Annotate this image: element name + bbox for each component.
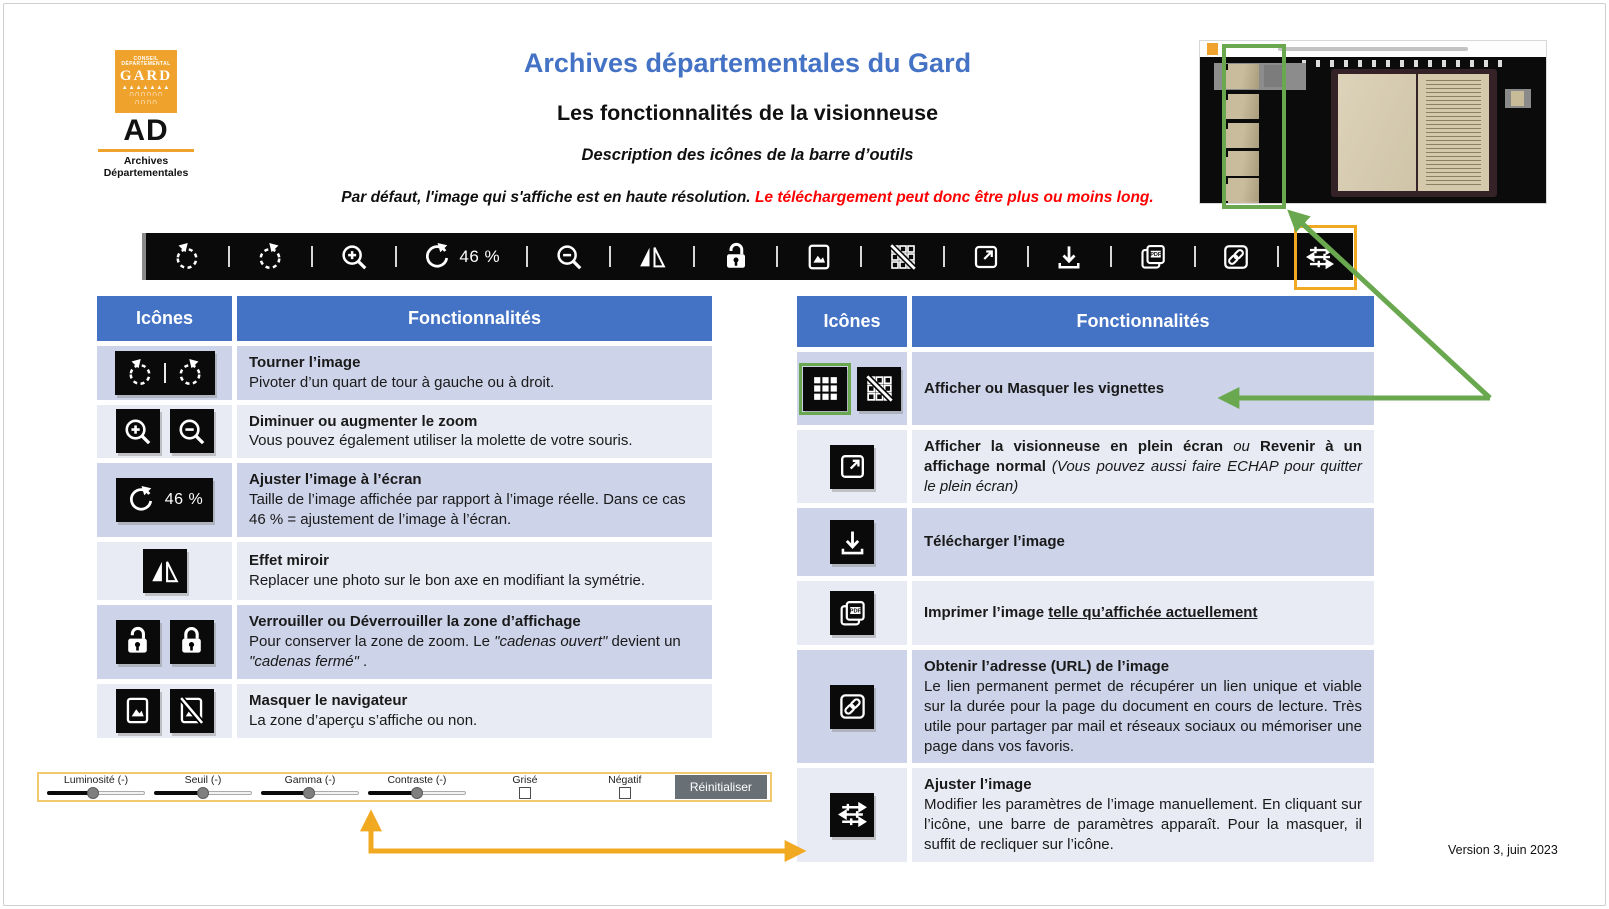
row-desc: Le lien permanent permet de récupérer un lien unique et viable sur la durée pour la page du document en cours de lecture. Très utile pour partager par mail et réseaux sociaux ou mémoriser une page dans vos favoris. (924, 678, 1362, 755)
zoom-level-label: 46 % (164, 491, 204, 509)
zoom-out-icon (170, 409, 214, 453)
navigator-off-icon (170, 689, 214, 733)
site-logo-icon (1207, 43, 1218, 55)
svg-text:PDF: PDF (1150, 251, 1162, 258)
checkbox-label: Négatif (608, 773, 642, 786)
table-row (97, 542, 712, 600)
row-desc: Pour conserver la zone de zoom. Le "cadenas ouvert" devient un "cadenas fermé" . (249, 632, 681, 670)
toolbar-separator (776, 246, 778, 267)
table-row (797, 768, 1374, 861)
left-functions-table (97, 296, 712, 743)
row-desc: Pivoter d’un quart de tour à gauche ou à droit. (249, 373, 555, 391)
slider-label: Contraste (-) (387, 773, 447, 786)
table-row (797, 581, 1374, 645)
rotate-right-icon[interactable] (255, 242, 285, 272)
row-title: Ajuster l’image (924, 776, 1032, 794)
row-desc: Modifier les paramètres de l’image manuellement. En cliquant sur l’icône, une barre de paramètres apparaît. Pour la masquer, il suffit de recliquer sur l’icône. (924, 796, 1362, 853)
fit-zoom-icon (126, 485, 156, 515)
download-icon[interactable] (1054, 242, 1084, 272)
zoom-in-icon[interactable] (339, 242, 369, 272)
rotate-left-icon (125, 358, 155, 388)
open-book-image (1331, 69, 1497, 197)
fullscreen-icon (830, 445, 874, 489)
page-title: Archives départementales du Gard (523, 48, 972, 78)
toolbar-separator (526, 246, 528, 267)
logo-org-line2: DÉPARTEMENTAL (121, 61, 171, 67)
table-row (797, 650, 1374, 763)
mirror-icon (143, 549, 187, 593)
table-row (797, 508, 1374, 576)
logo-caption: Archives Départementales (103, 155, 189, 180)
row-rich-text: Imprimer l’image telle qu’affichée actuellement (924, 604, 1258, 622)
row-title: Obtenir l’adresse (URL) de l’image (924, 658, 1170, 676)
resolution-note-black: Par défaut, l'image qui s'affiche est en haute résolution. (341, 189, 751, 206)
fit-zoom-icon-box (116, 478, 213, 522)
slider-label: Seuil (-) (184, 773, 222, 786)
aqueduct-icon: ▲▲▲▲▲▲▲ (121, 85, 171, 91)
row-title: Tourner l’image (249, 354, 361, 371)
toolbar-separator (609, 246, 611, 267)
link-icon (830, 685, 874, 729)
slider-handle[interactable] (411, 787, 423, 799)
row-desc: Vous pouvez également utiliser la molette de votre souris. (249, 432, 633, 450)
slider-seuil[interactable] (154, 775, 252, 800)
row-desc: Replacer une photo sur le bon axe en modifiant la symétrie. (249, 572, 646, 590)
fit-zoom-icon[interactable] (422, 242, 500, 272)
column-header-icones: Icônes (797, 296, 907, 347)
zoom-out-icon[interactable] (554, 242, 584, 272)
svg-text:PDF: PDF (849, 608, 861, 615)
table-row (97, 605, 712, 678)
column-header-icones: Icônes (97, 296, 232, 341)
grise-option (475, 775, 575, 800)
link-icon[interactable] (1221, 242, 1251, 272)
print-pdf-icon[interactable] (1138, 242, 1168, 272)
reinitialiser-button[interactable]: Réinitialiser (675, 775, 767, 799)
slider-track[interactable] (368, 786, 466, 799)
book-left-page (1338, 74, 1416, 191)
table-row (97, 346, 712, 400)
slider-handle[interactable] (87, 787, 99, 799)
page-subtitle: Les fonctionnalités de la visionneuse (556, 101, 939, 125)
slider-handle[interactable] (197, 787, 209, 799)
slider-contraste[interactable] (368, 775, 466, 800)
thumbnails-highlight-box (1222, 44, 1286, 209)
image-parameters-bar (37, 772, 772, 802)
aqueduct-arches-icon: ∩∩∩∩∩∩ ∩∩∩∩ (128, 89, 164, 106)
thumbnails-icon (803, 367, 847, 411)
row-title: Télécharger l’image (924, 533, 1065, 551)
right-functions-table (797, 296, 1374, 867)
page-tagline: Description des icônes de la barre d’outils (581, 146, 914, 164)
logo-org-line1: CONSEIL (133, 56, 159, 62)
slider-handle[interactable] (303, 787, 315, 799)
table-row (97, 684, 712, 738)
toolbar-separator (1027, 246, 1029, 267)
column-header-fonctionnalites: Fonctionnalités (912, 296, 1374, 347)
row-desc: Taille de l’image affichée par rapport à l’image réelle. Dans ce cas 46 % = ajustement de l’image à l’écran. (249, 491, 686, 529)
navigator-icon[interactable] (804, 242, 834, 272)
toolbar-separator (1110, 246, 1112, 267)
slider-label: Gamma (-) (284, 773, 336, 786)
fullscreen-icon[interactable] (971, 242, 1001, 272)
rotate-left-rotate-right-icon-box (115, 351, 215, 395)
rotate-left-icon[interactable] (172, 242, 202, 272)
logo-org-name: GARD (119, 68, 173, 84)
grise-checkbox[interactable] (519, 787, 531, 799)
toolbar-separator (693, 246, 695, 267)
row-title: Masquer le navigateur (249, 691, 408, 709)
table-row (97, 463, 712, 537)
thumbnails-off-icon (857, 367, 901, 411)
column-header-fonctionnalites: Fonctionnalités (237, 296, 712, 341)
zoom-in-icon (116, 409, 160, 453)
toolbar-separator (395, 246, 397, 267)
zoom-level-label: 46 % (459, 246, 501, 266)
settings-highlight-box (1294, 225, 1357, 290)
toolbar-separator (1194, 246, 1196, 267)
mini-toolbar (1302, 60, 1507, 67)
row-desc: La zone d’aperçu s’affiche ou non. (249, 711, 478, 729)
negatif-checkbox[interactable] (619, 787, 631, 799)
document-title-text (1278, 47, 1468, 51)
version-label: Version 3, juin 2023 (1448, 843, 1558, 857)
toolbar-separator (1277, 246, 1279, 267)
slider-luminosite[interactable] (47, 775, 145, 800)
logo-ad: AD (123, 114, 169, 147)
row-title: Ajuster l’image à l’écran (249, 471, 422, 489)
book-right-page (1418, 74, 1489, 191)
table-row (97, 405, 712, 459)
slider-track[interactable] (47, 786, 145, 799)
row-title: Verrouiller ou Déverrouiller la zone d’affichage (249, 613, 581, 631)
slider-gamma[interactable] (261, 775, 359, 800)
mirror-icon[interactable] (637, 242, 667, 272)
table-row (797, 430, 1374, 503)
negatif-option (575, 775, 675, 800)
thumbnails-off-icon[interactable] (888, 242, 918, 272)
table-row (797, 352, 1374, 425)
download-icon (830, 520, 874, 564)
toolbar-separator (228, 246, 230, 267)
resolution-note-red: Le téléchargement peut donc être plus ou moins long. (754, 189, 1154, 206)
row-title: Effet miroir (249, 552, 330, 570)
toolbar-separator (311, 246, 313, 267)
lock-open-icon (116, 620, 160, 664)
viewer-toolbar (142, 233, 1353, 280)
settings-icon (830, 793, 874, 837)
row-title: Afficher ou Masquer les vignettes (924, 379, 1165, 397)
row-rich-text: Afficher la visionneuse en plein écran ou Revenir à un affichage normal (Vous pouvez aussi faire ECHAP pour quitter le plein écran) (924, 438, 1362, 495)
toolbar-separator (860, 246, 862, 267)
rotate-right-icon (175, 358, 205, 388)
slider-track[interactable] (154, 786, 252, 799)
lock-open-icon[interactable] (721, 242, 751, 272)
toolbar-separator (943, 246, 945, 267)
checkbox-label: Grisé (512, 773, 538, 786)
slider-track[interactable] (261, 786, 359, 799)
lock-closed-icon (170, 620, 214, 664)
slider-label: Luminosité (-) (63, 773, 129, 786)
print-pdf-icon (830, 591, 874, 635)
row-title: Diminuer ou augmenter le zoom (249, 412, 478, 430)
navigator-icon (116, 689, 160, 733)
